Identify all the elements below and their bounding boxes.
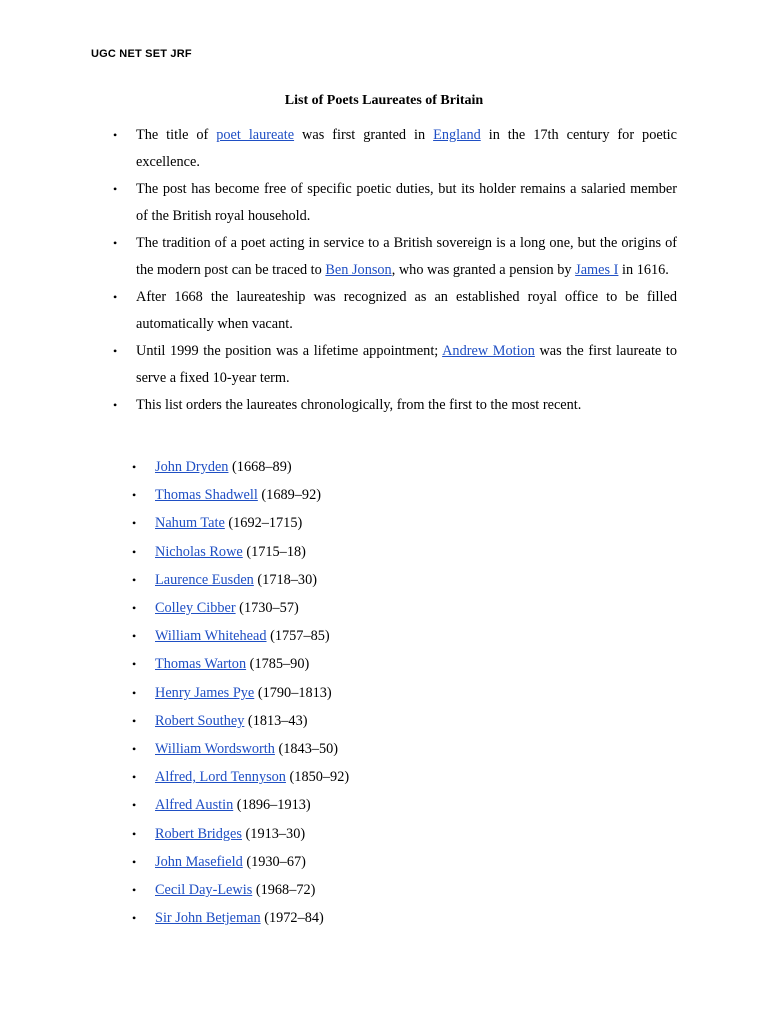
laureate-list bbox=[155, 453, 349, 932]
bullet-text: Until 1999 the position was a lifetime appointment; bbox=[136, 343, 443, 359]
laureate-item bbox=[155, 904, 349, 932]
poet-laureate-link[interactable]: poet laureate bbox=[216, 127, 295, 143]
poet-link[interactable]: William Wordsworth bbox=[155, 741, 275, 758]
laureate-item bbox=[155, 481, 349, 509]
bullet-text: This list orders the laureates chronologically, from the first to the most recent. bbox=[136, 397, 582, 413]
england-link[interactable]: England bbox=[433, 127, 481, 143]
poet-link[interactable]: Henry James Pye bbox=[155, 684, 255, 701]
poet-years: (1913–30) bbox=[241, 825, 306, 842]
bullet-text: in the 17th century for poetic excellence. bbox=[136, 127, 677, 170]
poet-link[interactable]: William Whitehead bbox=[155, 628, 267, 645]
poet-link[interactable]: John Dryden bbox=[155, 459, 229, 475]
poet-years: (1930–67) bbox=[242, 853, 306, 870]
laureate-item bbox=[155, 735, 349, 763]
poet-years: (1689–92) bbox=[257, 487, 321, 504]
andrew-motion-link[interactable]: Andrew Motion bbox=[442, 343, 535, 359]
laureate-item bbox=[155, 453, 349, 481]
poet-years: (1790–1813) bbox=[254, 684, 332, 701]
poet-years: (1715–18) bbox=[242, 543, 306, 560]
bullet-text: , who was granted a pension by bbox=[391, 262, 576, 278]
poet-link[interactable]: Robert Bridges bbox=[155, 825, 242, 842]
poet-years: (1843–50) bbox=[274, 741, 339, 758]
ben-jonson-link[interactable]: Ben Jonson bbox=[325, 262, 392, 278]
bullet-text: in 1616. bbox=[618, 262, 669, 278]
poet-link[interactable]: Thomas Warton bbox=[155, 656, 247, 673]
poet-link[interactable]: Nicholas Rowe bbox=[155, 543, 243, 560]
poet-link[interactable]: Colley Cibber bbox=[155, 600, 236, 617]
poet-link[interactable]: John Masefield bbox=[155, 853, 243, 870]
poet-link[interactable]: Robert Southey bbox=[155, 712, 245, 729]
poet-years: (1668–89) bbox=[228, 459, 292, 475]
poet-link[interactable]: Cecil Day-Lewis bbox=[155, 882, 253, 899]
poet-years: (1757–85) bbox=[266, 628, 330, 645]
bullet-text: The tradition of a poet acting in service to a British sovereign is a long one, but the origins of the modern post can be traced to bbox=[136, 235, 677, 278]
poet-years: (1968–72) bbox=[252, 882, 316, 899]
bullet-item bbox=[136, 284, 677, 338]
poet-years: (1730–57) bbox=[235, 600, 299, 617]
bullet-item bbox=[136, 176, 677, 230]
page-header: UGC NET SET JRF bbox=[91, 48, 192, 60]
poet-years: (1850–92) bbox=[285, 769, 350, 786]
poet-link[interactable]: Alfred, Lord Tennyson bbox=[155, 769, 286, 786]
poet-years: (1896–1913) bbox=[233, 797, 311, 814]
laureate-item bbox=[155, 538, 349, 566]
bullet-item bbox=[136, 122, 677, 176]
laureate-item bbox=[155, 763, 349, 791]
laureate-item bbox=[155, 848, 349, 876]
poet-link[interactable]: Thomas Shadwell bbox=[155, 487, 258, 504]
laureate-item bbox=[155, 820, 349, 848]
laureate-item bbox=[155, 509, 349, 537]
bullet-text: The title of bbox=[136, 127, 217, 143]
bullet-text: was first granted in bbox=[294, 127, 434, 143]
laureate-item bbox=[155, 566, 349, 594]
laureate-item bbox=[155, 594, 349, 622]
bullet-item bbox=[136, 230, 677, 284]
bullet-text: was the first laureate to serve a fixed 10-year term. bbox=[136, 343, 677, 386]
laureate-item bbox=[155, 707, 349, 735]
laureate-item bbox=[155, 791, 349, 819]
intro-bullet-list bbox=[136, 122, 677, 419]
poet-link[interactable]: Nahum Tate bbox=[155, 515, 225, 532]
poet-years: (1785–90) bbox=[246, 656, 310, 673]
poet-link[interactable]: Alfred Austin bbox=[155, 797, 234, 814]
poet-years: (1718–30) bbox=[253, 571, 317, 588]
poet-years: (1972–84) bbox=[260, 910, 324, 927]
bullet-text: The post has become free of specific poetic duties, but its holder remains a salaried member of the British royal household. bbox=[136, 181, 677, 224]
bullet-item bbox=[136, 392, 677, 419]
poet-link[interactable]: Sir John Betjeman bbox=[155, 910, 261, 927]
laureate-item bbox=[155, 650, 349, 678]
poet-years: (1692–1715) bbox=[224, 515, 303, 532]
poet-years: (1813–43) bbox=[244, 712, 308, 729]
bullet-item bbox=[136, 338, 677, 392]
laureate-item bbox=[155, 679, 349, 707]
laureate-item bbox=[155, 876, 349, 904]
bullet-text: After 1668 the laureateship was recognized as an established royal office to be filled automatically when vacant. bbox=[136, 289, 677, 332]
poet-link[interactable]: Laurence Eusden bbox=[155, 571, 254, 588]
document-title: List of Poets Laureates of Britain bbox=[284, 93, 484, 108]
james-i-link[interactable]: James I bbox=[575, 262, 619, 278]
laureate-item bbox=[155, 622, 349, 650]
